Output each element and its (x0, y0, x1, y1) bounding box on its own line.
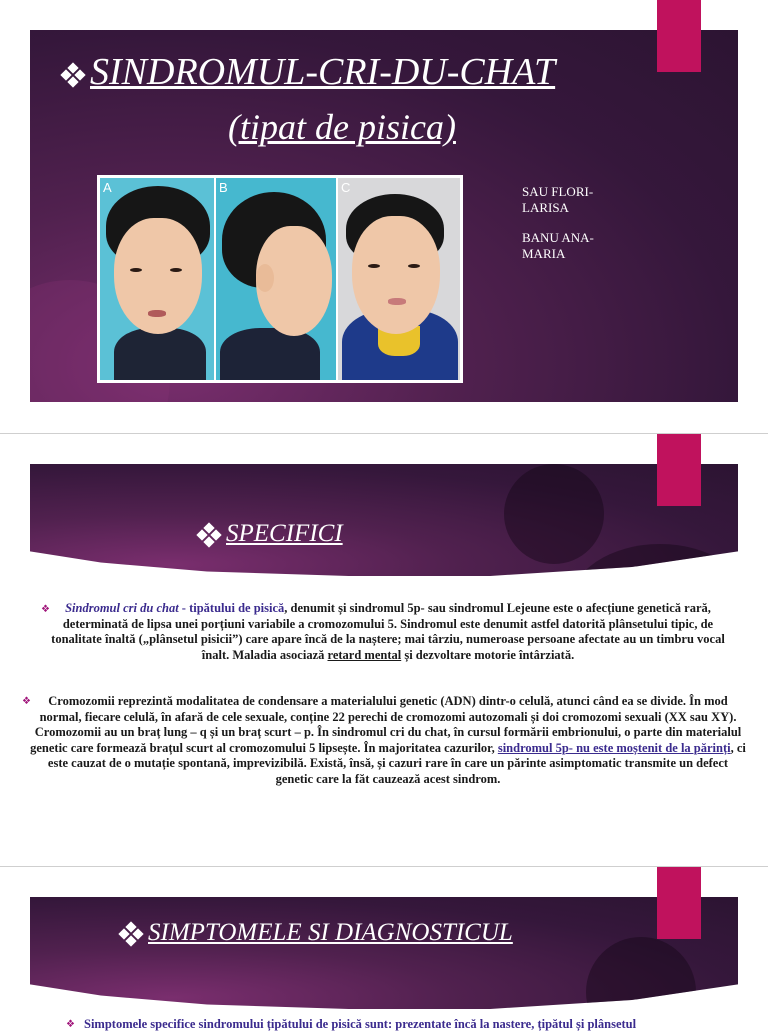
slide-2-title: SPECIFICI (198, 520, 343, 548)
accent-tab (657, 0, 701, 72)
bg-circle (504, 464, 604, 564)
slide-1 (0, 0, 768, 432)
author-name: SAU FLORI-LARISA (522, 184, 594, 215)
slide-1-title: SINDROMUL-CRI-DU-CHAT (62, 50, 555, 94)
photo-label: B (219, 180, 228, 195)
slide-2-header-band (30, 464, 738, 576)
authors (522, 184, 632, 276)
bg-circle (586, 937, 696, 1009)
slide-3-title: SIMPTOMELE SI DIAGNOSTICUL (120, 919, 513, 947)
paragraph-partial: Simptomele specifice sindromului țipătului de pisică sunt: prezentate încă la nastere, țipătul și plânsetul (84, 1017, 637, 1031)
paragraph-2: Cromozomii reprezintă modalitatea de condensare a materialului genetic (ADN) dintr-o celulă, atunci când ea se divide. În mod normal, fiecare celulă, în afară de cele sexuale, conține 22 perechi de cromozomi autozomali și doi cromozomi sexuali (XX sau XY). Cromozomii au un braț lung – q și un braț scurt – p. În sindromul cri du chat, în cursul formării embrionului, o parte din materialul genetic care formează brațul scurt al cromozomului 5 lipsește. În majoritatea cazurilor, sindromul 5p- nu este moștenit de la părinți, ci este cauzat de o mutație spontană, imprevizibilă. Există, însă, și cazuri rare în care un părinte asimptomatic transmite un defect genetic care la făt cauzează acest sindrom. (30, 694, 746, 786)
slide-1-subtitle: (tipat de pisica) (228, 107, 456, 147)
meaning-text: tipătului de pisică (189, 601, 285, 615)
photo-a (100, 178, 214, 380)
retard-mental-link[interactable]: retard mental (327, 647, 402, 662)
term-text: Sindromul cri du chat (65, 601, 179, 615)
slide-2 (0, 433, 768, 866)
accent-tab (657, 867, 701, 939)
paragraph-1: Sindromul cri du chat - tipătului de pisică, denumit și sindromul 5p- sau sindromul Lejeune este o afecțiune genetică rară, determinată de lipsa unei porțiuni variabile a cromozomului 5. Sindromul este denumit astfel datorită plânsetului tipic, de tonalitate înaltă („plânsetul pisicii”) care apare încă de la naștere; mai târziu, numeroase persoane afectate au un timbru vocal înalt. Maladia asociază retard mental și dezvoltare motorie întârziată. (51, 601, 725, 662)
bullet-icon: ❖ (66, 1019, 75, 1030)
bullet-icon: ❖ (22, 696, 31, 707)
inheritance-link[interactable]: sindromul 5p- nu este moștenit de la părinți (497, 740, 731, 755)
diamond-bullet-icon (62, 64, 84, 86)
photo-label: C (341, 180, 351, 195)
bullet-icon: ❖ (41, 604, 50, 615)
photo-b (216, 178, 336, 380)
slide-3 (0, 866, 768, 1031)
patient-photos (97, 175, 463, 383)
slide-3-header-band (30, 897, 738, 1009)
author-name: BANU ANA-MARIA (522, 230, 594, 261)
photo-label: A (103, 180, 112, 195)
bg-circle (570, 544, 738, 576)
diamond-bullet-icon (198, 524, 220, 546)
photo-c (338, 178, 460, 380)
diamond-bullet-icon (120, 923, 142, 945)
accent-tab (657, 434, 701, 506)
